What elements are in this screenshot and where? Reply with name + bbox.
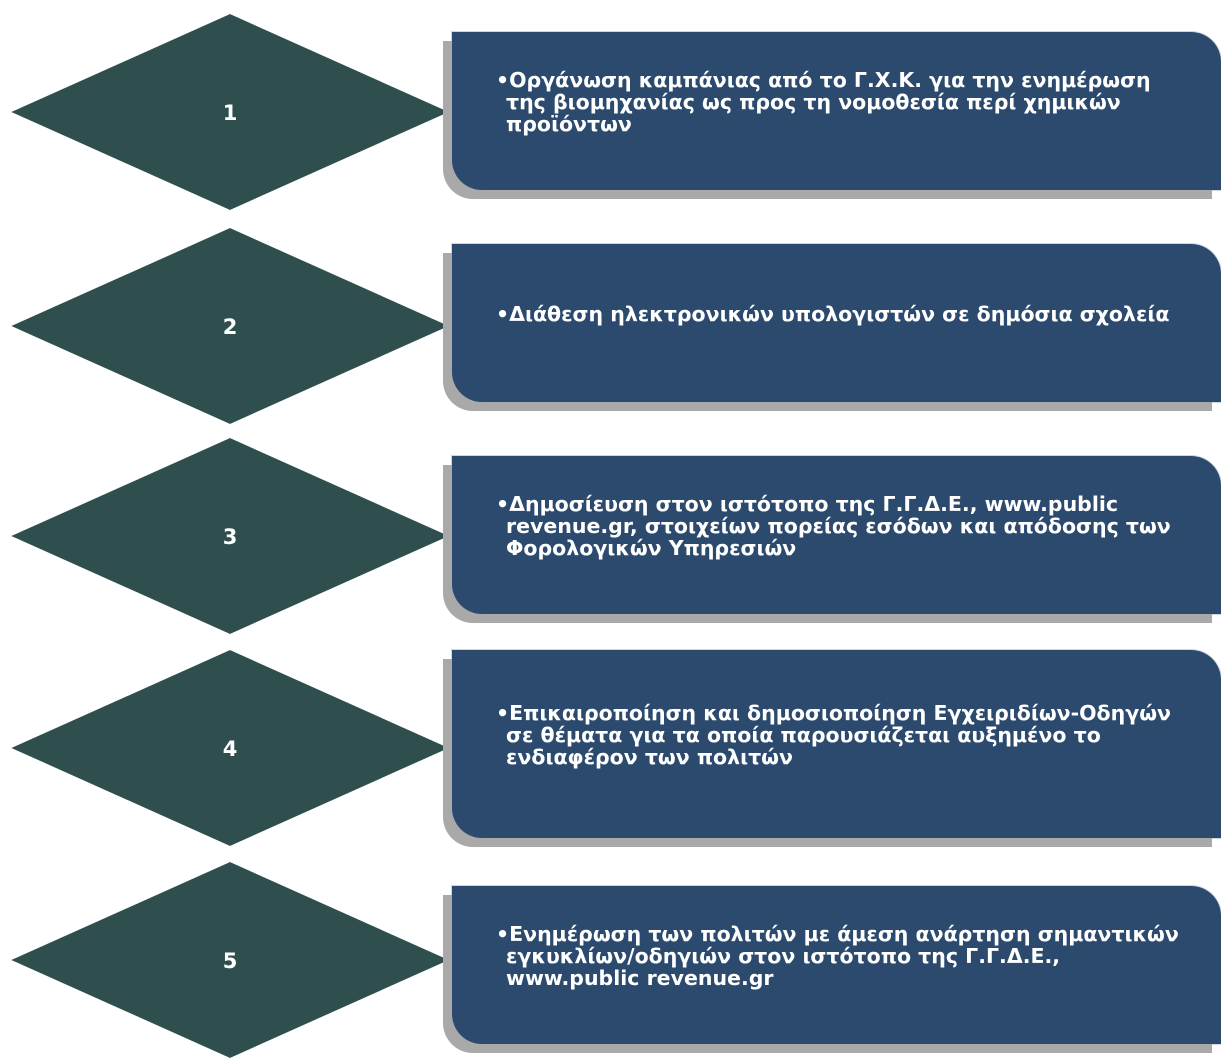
step-number: 3: [222, 525, 238, 549]
step-diamond-3: [9, 437, 451, 635]
step-description: •Δημοσίευση στον ιστότοπο της Γ.Γ.Δ.Ε., www.public revenue.gr, στοιχείων πορείας εσόδων και απόδοσης των Φορολογικών Υπηρεσιών: [496, 492, 1171, 560]
step-box-2: [452, 244, 1221, 402]
step-box-4: [452, 650, 1221, 838]
step-box-3: [452, 456, 1221, 614]
step-number: 1: [222, 101, 238, 125]
step-description: •Οργάνωση καμπάνιας από το Γ.Χ.Κ. για την ενημέρωση της βιομηχανίας ως προς τη νομοθεσία περί χημικών προϊόντων: [496, 68, 1151, 136]
step-box-5: [452, 886, 1221, 1044]
step-box-1: [452, 32, 1221, 190]
step-description: •Επικαιροποίηση και δημοσιοποίηση Εγχειριδίων-Οδηγών σε θέματα για τα οποία παρουσιάζεται αυξημένο το ενδιαφέρον των πολιτών: [496, 701, 1171, 769]
step-diamond-5: [9, 861, 451, 1059]
step-description: •Διάθεση ηλεκτρονικών υπολογιστών σε δημόσια σχολεία: [496, 302, 1170, 326]
step-diamond-1: [9, 13, 451, 211]
step-diamond-4: [9, 649, 451, 847]
step-number: 5: [222, 949, 238, 973]
step-number: 2: [222, 315, 238, 339]
step-diamond-2: [9, 227, 451, 425]
step-description: •Ενημέρωση των πολιτών με άμεση ανάρτηση σημαντικών εγκυκλίων/οδηγιών στον ιστότοπο της Γ.Γ.Δ.Ε., www.public revenue.gr: [496, 922, 1179, 990]
step-number: 4: [222, 737, 238, 761]
